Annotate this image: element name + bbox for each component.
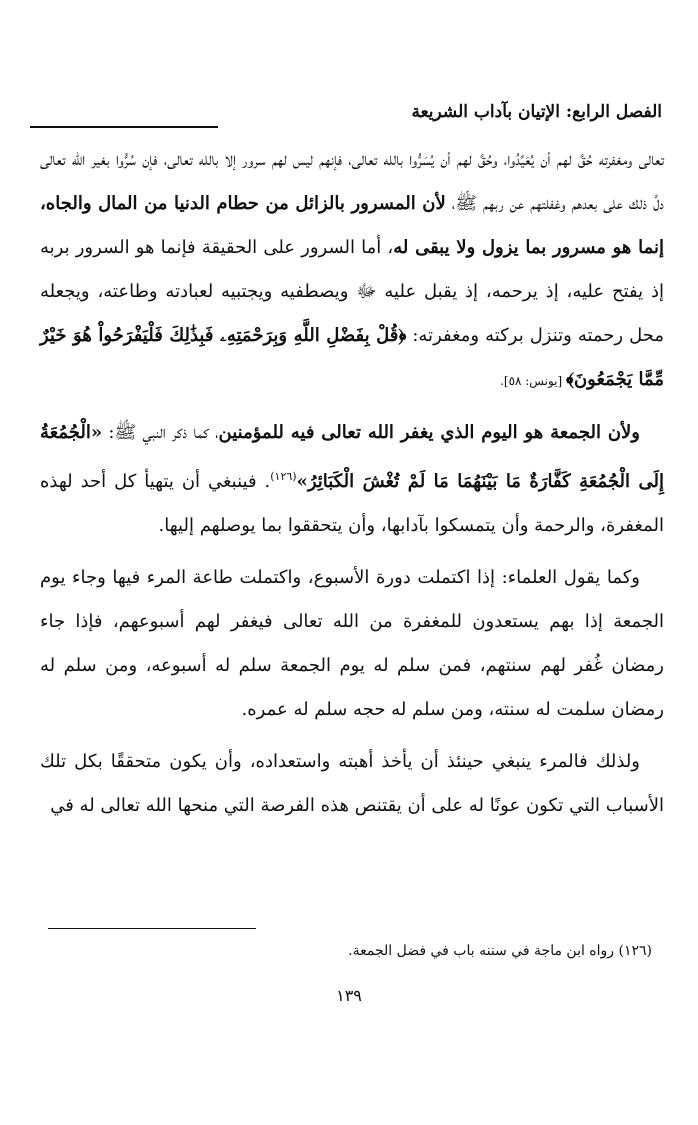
header-rule	[30, 126, 218, 128]
footnote-rule	[48, 928, 256, 929]
paragraph-2-text-a: ، كما ذكر النبي ﷺ:	[102, 422, 219, 443]
paragraph-1-text-b: ، أما السرور على الحقيقة فإنما هو السرور بربه إذ يفتح عليه، إذ يرحمه، إذ يقبل عليه ﷻ ويصطفيه ويجتبيه لعبادته وطاعته، ويجعله محل رحمته وتنزل بركته ومغفرته:	[40, 237, 665, 346]
paragraph-3: وكما يقول العلماء: إذا اكتملت دورة الأسبوع، واكتملت طاعة المرء فيها وجاء يوم الجمعة إذا بهم يستعدون للمغفرة من الله تعالى فيغفر لهم أسبوعهم، فإذا جاء رمضان غُفر لهم سنتهم، فمن سلم له يوم الجمعة سلم له أسبوعه، ومن سلم له رمضان سلمت له سنته، ومن سلم له حجه سلم له عمره.	[40, 567, 664, 720]
paragraph-2	[40, 411, 664, 548]
running-header	[30, 100, 670, 130]
footnote-marker: (١٢٦)	[270, 470, 297, 483]
paragraph-1-bold-statement: لأن المسرور بالزائل من حطام الدنيا من المال والجاه، إنما هو مسرور بما يزول ولا يبقى له	[40, 193, 664, 258]
paragraph-4: ولذلك فالمرء ينبغي حينئذ أن يأخذ أهبته واستعداده، وأن يكون متحققًا بكل تلك الأسباب التي تكون عونًا له على أن يقتنص هذه الفرصة التي منحها الله تعالى له في	[40, 751, 664, 816]
paragraph-2-text-b: . فينبغي أن يتهيأ كل أحد لهذه المغفرة، والرحمة وأن يتمسكوا بآدابها، وأن يتحققوا بما يوصلهم إليها.	[40, 471, 664, 536]
page-number: ١٣٩	[336, 986, 362, 1005]
paragraph-2-bold-statement: ولأن الجمعة هو اليوم الذي يغفر الله تعالى فيه للمؤمنين	[218, 422, 640, 443]
paragraph-1-text-a: تعالى ومغفرته حُقَّ لهم أن يُعَيِّدُوا، وحُقَّ لهم أن يُسَرُّوا بالله تعالى، فإنهم ليس لهم سرور إلا بالله تعالى، فإن سُرُّوا بغير الله تعالى دلَّ ذلك على بعدهم وغفلتهم عن ربهم ﷺ،	[40, 149, 664, 214]
hadith-quote: «الْجُمُعَةُ إِلَى الْجُمُعَةِ كَفَّارَةٌ مَا بَيْنَهُمَا مَا لَمْ تُغْشَ الْكَبَائِرُ»	[40, 422, 665, 492]
chapter-title: الفصل الرابع: الإتيان بآداب الشريعة	[411, 102, 662, 122]
main-text	[40, 138, 664, 828]
footnote-text: (١٢٦) رواه ابن ماجة في سننه باب في فضل الجمعة.	[348, 943, 652, 959]
paragraph-1	[40, 138, 664, 403]
verse-reference: [يونس: ٥٨].	[500, 374, 566, 388]
quran-verse: ﴿قُلْ بِفَضْلِ اللَّهِ وَبِرَحْمَتِهِۦ فَبِذَٰلِكَ فَلْيَفْرَحُواْ هُوَ خَيْرٌ مِّمَّا يَجْمَعُونَ﴾	[40, 325, 664, 390]
